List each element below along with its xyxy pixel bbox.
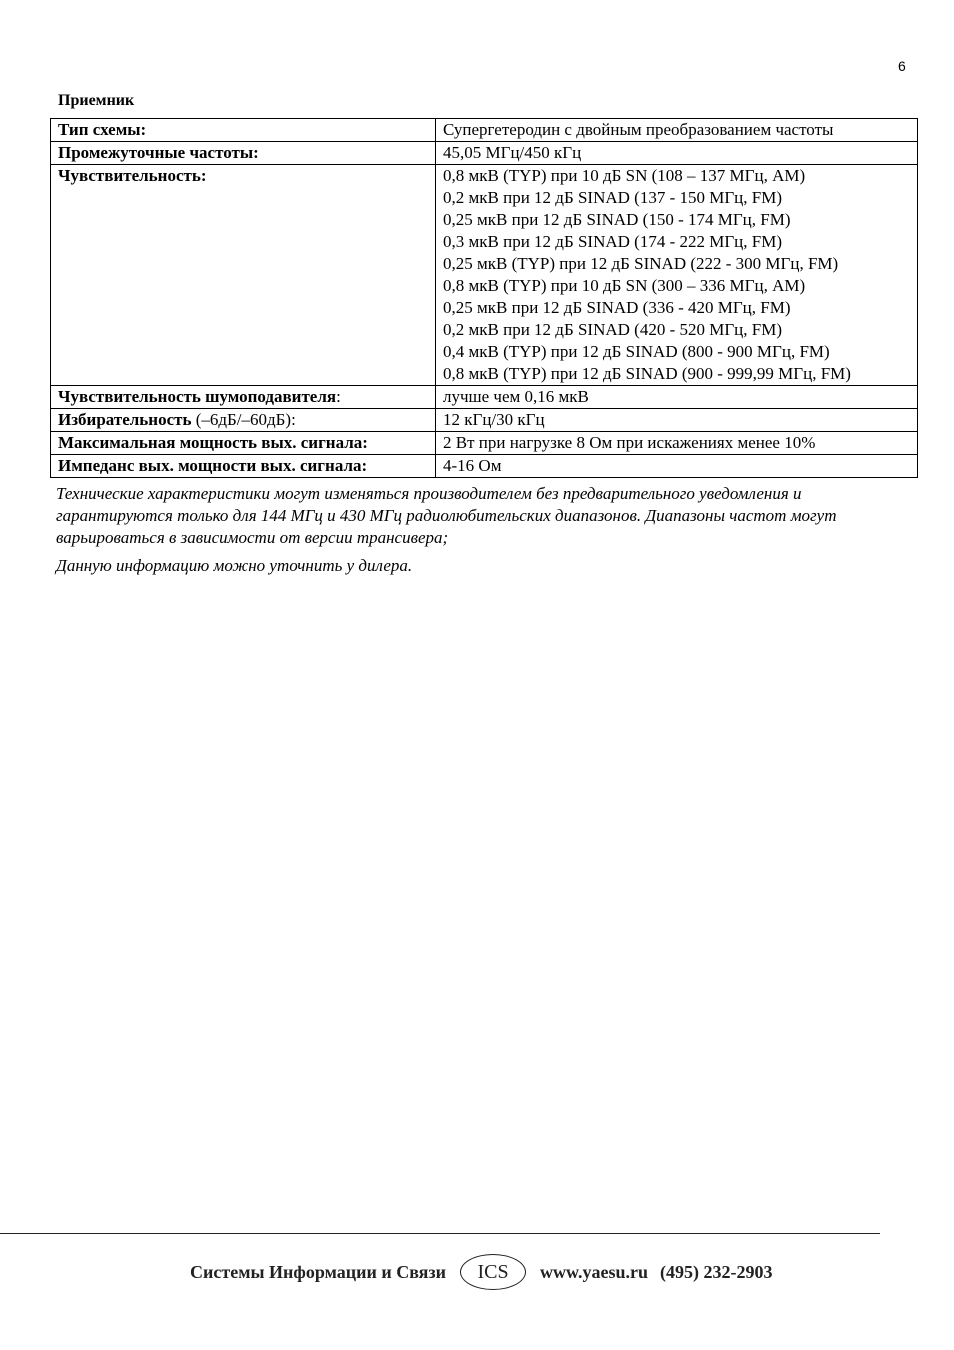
spec-value-cell — [436, 455, 918, 478]
spec-label-cell — [51, 409, 436, 432]
page-number: 6 — [898, 58, 906, 74]
spec-label-cell — [51, 119, 436, 142]
spec-value: 0,3 мкВ при 12 дБ SINAD (174 - 222 МГц, FM) — [443, 232, 783, 251]
spec-value: 12 кГц/30 кГц — [443, 410, 545, 429]
dealer-note: Данную информацию можно уточнить у дилера. — [56, 556, 413, 575]
spec-label: Импеданс вых. мощности вых. сигнала: — [58, 456, 368, 475]
spec-value: 4-16 Ом — [443, 456, 502, 475]
spec-value-cell — [436, 165, 918, 386]
footer-phone: (495) 232-2903 — [660, 1261, 773, 1282]
spec-row — [51, 455, 918, 478]
spec-value: 0,4 мкВ (TYP) при 12 дБ SINAD (800 - 900 МГц, FM) — [443, 342, 830, 361]
spec-label-cell — [51, 432, 436, 455]
ics-logo: ICS — [460, 1254, 526, 1290]
footer-company: Системы Информации и Связи — [190, 1261, 447, 1282]
spec-row — [51, 142, 918, 165]
spec-label: Чувствительность: — [58, 166, 207, 185]
spec-label: Промежуточные частоты: — [58, 143, 259, 162]
spec-label: Максимальная мощность вых. сигнала: — [58, 433, 368, 452]
spec-value: 0,8 мкВ (TYP) при 12 дБ SINAD (900 - 999,99 МГц, FM) — [443, 364, 851, 383]
spec-label: Тип схемы: — [58, 120, 147, 139]
spec-value: 0,25 мкВ при 12 дБ SINAD (150 - 174 МГц, FM) — [443, 210, 791, 229]
spec-row — [51, 165, 918, 386]
spec-value-cell — [436, 119, 918, 142]
spec-value: 0,25 мкВ при 12 дБ SINAD (336 - 420 МГц, FM) — [443, 298, 791, 317]
receiver-specs-table — [50, 118, 918, 478]
spec-value: 0,8 мкВ (TYP) при 10 дБ SN (300 – 336 МГц, AM) — [443, 276, 806, 295]
spec-value-cell — [436, 142, 918, 165]
spec-label: Избирательность — [58, 410, 192, 429]
spec-value-cell — [436, 409, 918, 432]
spec-label-cell — [51, 455, 436, 478]
disclaimer-note: Технические характеристики могут изменяться производителем без предварительного уведомления и гарантируются только для 144 МГц и 430 МГц радиолюбительских диапазонов. Диапазоны частот могут варьироваться в зависимости от версии трансивера; — [56, 484, 837, 547]
spec-value-cell — [436, 386, 918, 409]
footer — [190, 1252, 780, 1292]
spec-row — [51, 119, 918, 142]
spec-value-cell — [436, 432, 918, 455]
spec-label: Чувствительность шумоподавителя — [58, 387, 337, 406]
spec-value: 0,2 мкВ при 12 дБ SINAD (420 - 520 МГц, FM) — [443, 320, 783, 339]
spec-label-cell — [51, 142, 436, 165]
footer-website: www.yaesu.ru — [540, 1261, 649, 1282]
spec-value: Супергетеродин с двойным преобразованием частоты — [443, 120, 834, 139]
spec-label-cell — [51, 386, 436, 409]
spec-label-cell — [51, 165, 436, 386]
spec-row — [51, 409, 918, 432]
spec-value: 0,25 мкВ (TYP) при 12 дБ SINAD (222 - 300 МГц, FM) — [443, 254, 839, 273]
section-title: Приемник — [58, 92, 135, 109]
spec-value: лучше чем 0,16 мкВ — [443, 387, 589, 406]
spec-value: 0,2 мкВ при 12 дБ SINAD (137 - 150 МГц, FM) — [443, 188, 783, 207]
spec-row — [51, 386, 918, 409]
spec-value: 45,05 МГц/450 кГц — [443, 143, 582, 162]
spec-row — [51, 432, 918, 455]
notes — [56, 483, 916, 583]
footer-divider — [0, 1233, 880, 1234]
spec-value: 2 Вт при нагрузке 8 Ом при искажениях менее 10% — [443, 433, 816, 452]
spec-label-suffix: : — [336, 387, 341, 406]
spec-value: 0,8 мкВ (TYP) при 10 дБ SN (108 – 137 МГц, AM) — [443, 166, 806, 185]
spec-label-suffix: (–6дБ/–60дБ): — [191, 410, 296, 429]
